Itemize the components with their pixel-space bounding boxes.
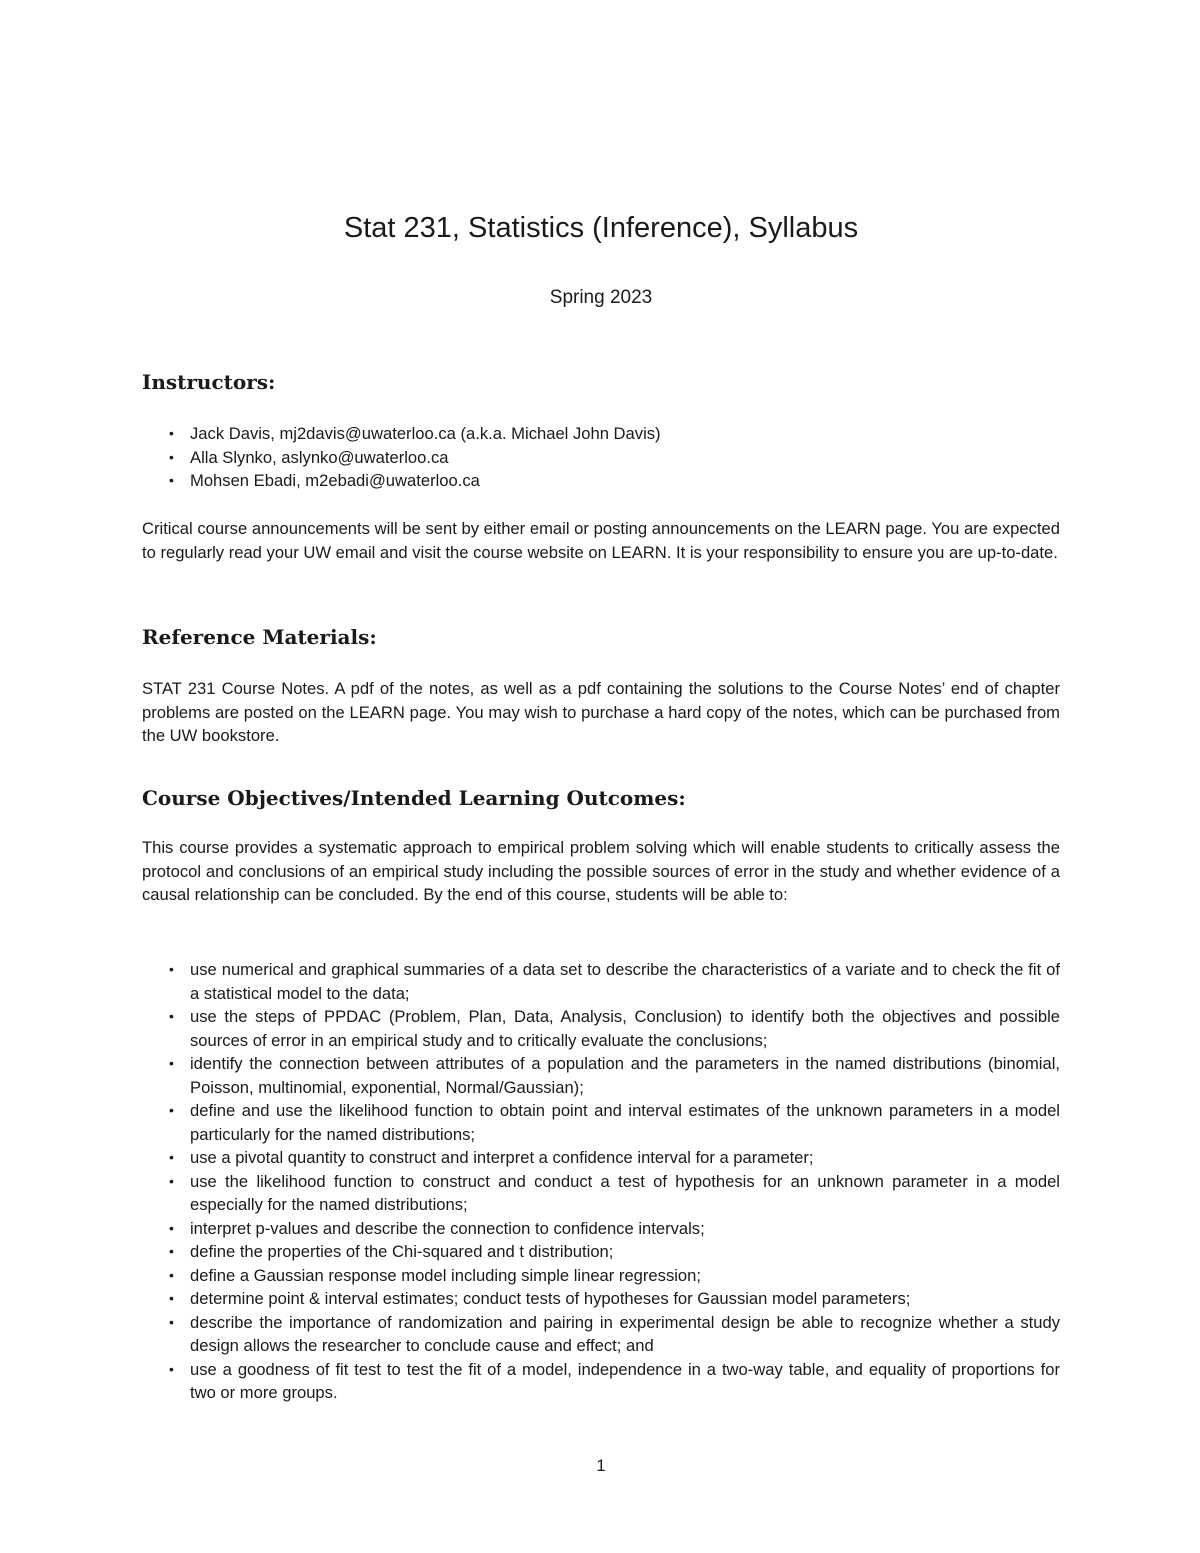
instructors-list-block (142, 422, 1060, 493)
announcement-paragraph: Critical course announcements will be sent by either email or posting announcements on the LEARN page. You are expected to regularly read your UW email and visit the course website on LEARN. It is your responsibility to ensure you are up-to-date. (142, 519, 1060, 562)
list-item: • Alla Slynko, aslynko@uwaterloo.ca (142, 446, 1060, 470)
page-number: 1 (596, 1456, 606, 1475)
reference-heading: Reference Materials: (142, 625, 377, 649)
bullet-icon: • (169, 1290, 174, 1306)
list-item: • use the likelihood function to construct and conduct a test of hypothesis for an unknown parameter in a model especially for the named distributions; (169, 1171, 1060, 1214)
list-item: • use a pivotal quantity to construct and interpret a confidence interval for a parameter; (142, 1146, 1060, 1170)
document-term: Spring 2023 (549, 287, 653, 308)
bullet-icon: • (169, 961, 174, 977)
bullet-icon: • (169, 1219, 174, 1236)
list-item: • Mohsen Ebadi, m2ebadi@uwaterloo.ca (142, 469, 1060, 493)
list-item: • Jack Davis, mj2davis@uwaterloo.ca (a.k.a. Michael John Davis) (142, 422, 1060, 446)
objectives-list-block (142, 958, 1060, 1405)
list-item: • describe the importance of randomization and pairing in experimental design be able to recognize whether a study design allows the researcher to conclude cause and effect; and (169, 1312, 1060, 1355)
list-item: • use a goodness of fit test to test the fit of a model, independence in a two-way table, and equality of proportions for two or more groups. (169, 1359, 1060, 1402)
bullet-icon: • (169, 1055, 174, 1071)
objectives-intro-block (142, 836, 1060, 907)
bullet-icon: • (169, 1266, 174, 1283)
instructors-list (142, 422, 1060, 493)
objectives-intro-paragraph: This course provides a systematic approach to empirical problem solving which will enable students to critically assess the protocol and conclusions of an empirical study including the possible sources of error in the study and whether evidence of a causal relationship can be concluded. By the end of this course, students will be able to: (142, 838, 1060, 904)
document-title: Stat 231, Statistics (Inference), Syllabus (343, 212, 859, 244)
bullet-icon: • (169, 1149, 174, 1165)
list-item: • determine point & interval estimates; conduct tests of hypotheses for Gaussian model parameters; (142, 1287, 1060, 1311)
bullet-icon: • (169, 1172, 174, 1189)
bullet-icon: • (169, 1313, 174, 1330)
bullet-icon: • (169, 1102, 174, 1118)
list-item: • use the steps of PPDAC (Problem, Plan, Data, Analysis, Conclusion) to identify both the objectives and possible sources of error in an empirical study and to critically evaluate the conclusions; (169, 1007, 1060, 1050)
announcement-block (142, 517, 1060, 564)
list-item: • define the properties of the Chi-squared and t distribution; (142, 1240, 1060, 1264)
list-item: • define a Gaussian response model including simple linear regression; (142, 1264, 1060, 1288)
list-item: • define and use the likelihood function to obtain point and interval estimates of the unknown parameters in a model particularly for the named distributions; (169, 1101, 1060, 1144)
instructors-heading: Instructors: (142, 370, 276, 394)
bullet-icon: • (169, 472, 174, 488)
list-item: • identify the connection between attributes of a population and the parameters in the named distributions (binomial, Poisson, multinomial, exponential, Normal/Gaussian); (169, 1054, 1060, 1097)
bullet-icon: • (169, 1243, 174, 1259)
list-item: • use numerical and graphical summaries of a data set to describe the characteristics of a variate and to check the fit of a statistical model to the data; (169, 960, 1060, 1003)
list-item: • interpret p-values and describe the connection to confidence intervals; (142, 1217, 1060, 1241)
objectives-heading: Course Objectives/Intended Learning Outcomes: (142, 786, 686, 810)
bullet-icon: • (169, 448, 174, 465)
bullet-icon: • (169, 1360, 174, 1377)
reference-paragraph: STAT 231 Course Notes. A pdf of the notes, as well as a pdf containing the solutions to the Course Notes’ end of chapter problems are posted on the LEARN page. You may wish to purchase a hard copy of the notes, which can be purchased from the UW bookstore. (142, 679, 1060, 745)
bullet-icon: • (169, 1008, 174, 1024)
objectives-list (142, 958, 1060, 1405)
bullet-icon: • (169, 425, 174, 441)
reference-block (142, 677, 1060, 748)
